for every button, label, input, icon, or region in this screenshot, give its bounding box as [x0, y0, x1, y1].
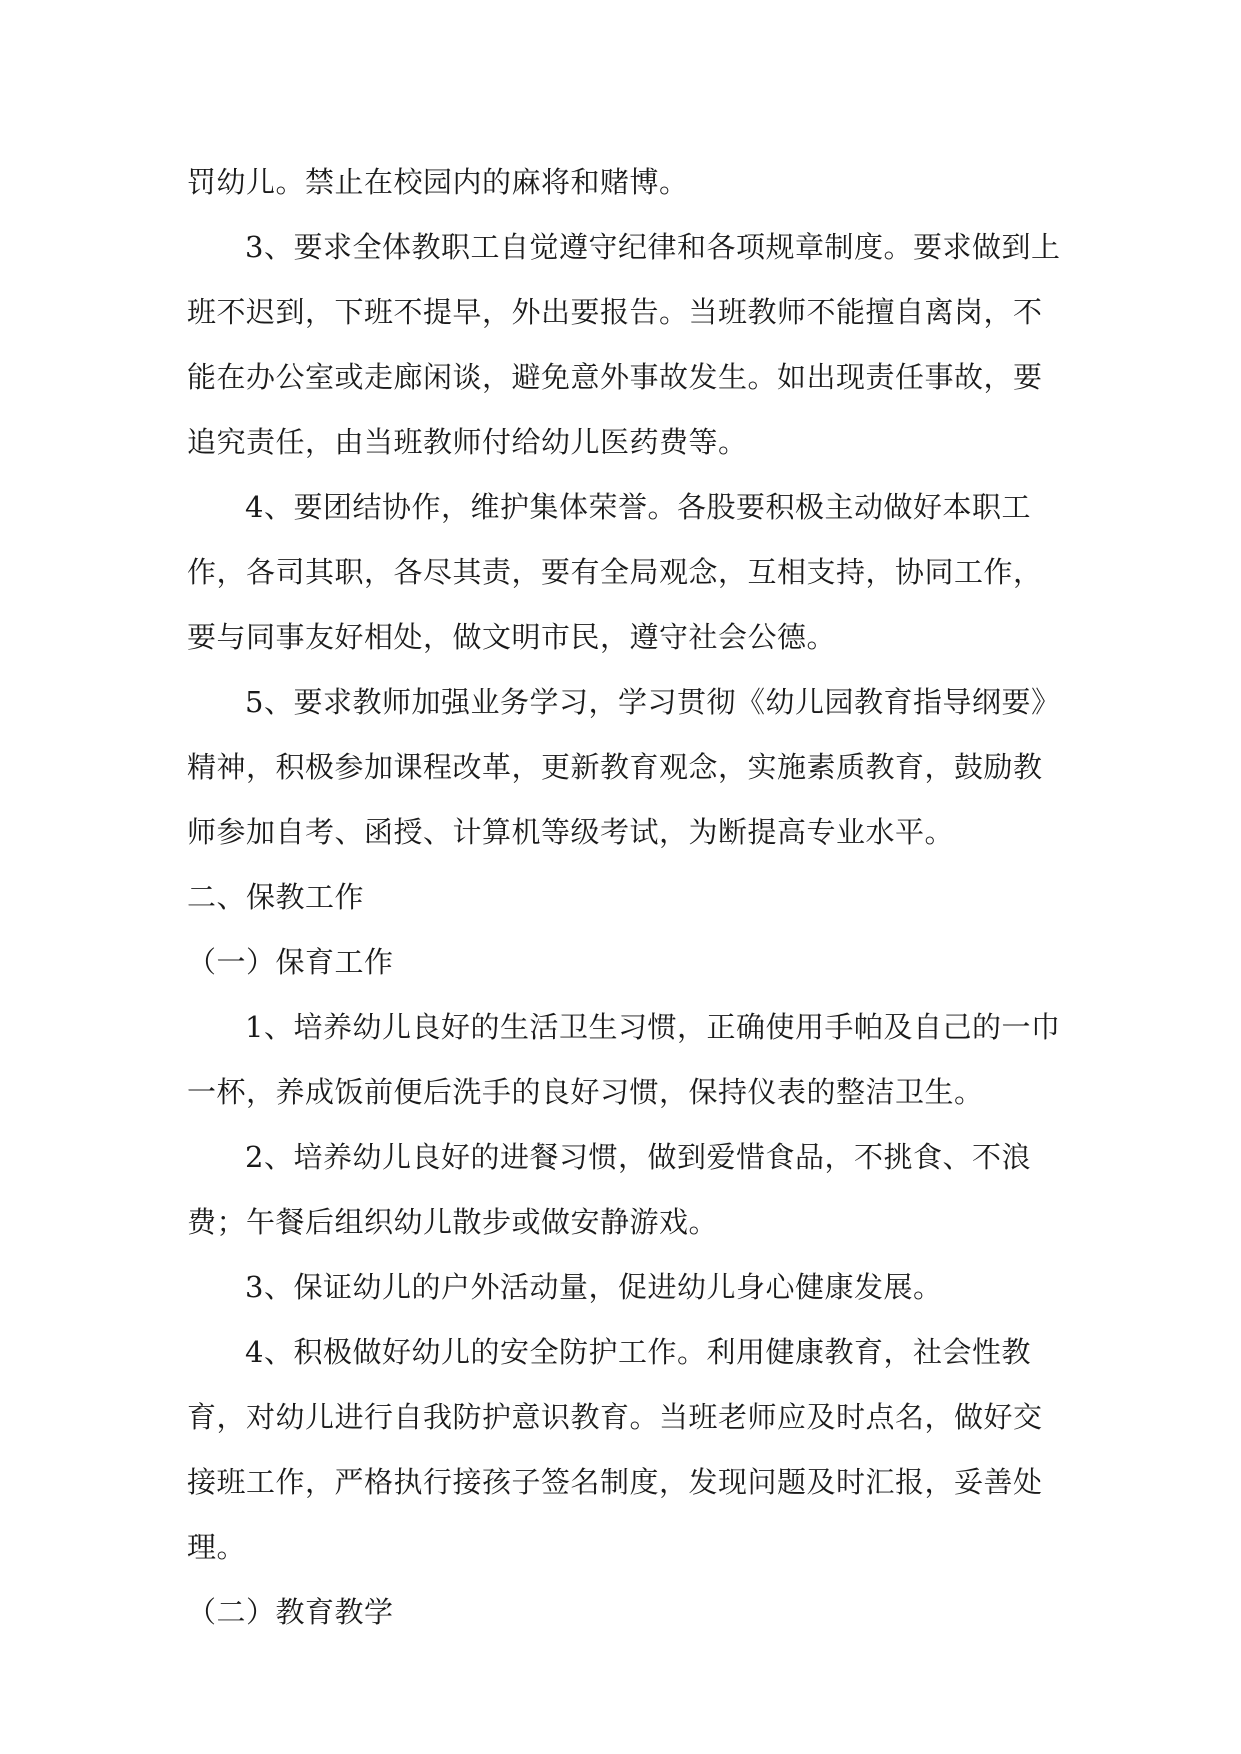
paragraph-care-4: 4、积极做好幼儿的安全防护工作。利用健康教育，社会性教育，对幼儿进行自我防护意识教育。当班老师应及时点名，做好交接班工作，严格执行接孩子签名制度，发现问题及时汇报，妥善处理。 [187, 1335, 1043, 1564]
paragraph-item-5: 5、要求教师加强业务学习，学习贯彻《幼儿园教育指导纲要》精神，积极参加课程改革，更新教育观念，实施素质教育，鼓励教师参加自考、函授、计算机等级考试，为断提高专业水平。 [187, 685, 1061, 849]
paragraph-item-3: 3、要求全体教职工自觉遵守纪律和各项规章制度。要求做到上班不迟到，下班不提早，外出要报告。当班教师不能擅自离岗，不能在办公室或走廊闲谈，避免意外事故发生。如出现责任事故，要追究责任，由当班教师付给幼儿医药费等。 [187, 230, 1061, 459]
paragraph-care-2: 2、培养幼儿良好的进餐习惯，做到爱惜食品，不挑食、不浪费；午餐后组织幼儿散步或做安静游戏。 [187, 1140, 1031, 1239]
document-body [187, 150, 1067, 1645]
section-heading: 二、保教工作 [187, 880, 365, 914]
paragraph-care-1: 1、培养幼儿良好的生活卫生习惯，正确使用手帕及自己的一巾一杯，养成饭前便后洗手的良好习惯，保持仪表的整洁卫生。 [187, 1010, 1061, 1109]
paragraph-item-4: 4、要团结协作，维护集体荣誉。各股要积极主动做好本职工作，各司其职，各尽其责，要有全局观念，互相支持，协同工作，要与同事友好相处，做文明市民，遵守社会公德。 [187, 490, 1043, 654]
subsection-heading-care: （一）保育工作 [187, 945, 394, 979]
paragraph-continuation: 罚幼儿。禁止在校园内的麻将和赌博。 [187, 165, 689, 199]
paragraph-care-3: 3、保证幼儿的户外活动量，促进幼儿身心健康发展。 [245, 1270, 943, 1304]
subsection-heading-education: （二）教育教学 [187, 1595, 394, 1629]
